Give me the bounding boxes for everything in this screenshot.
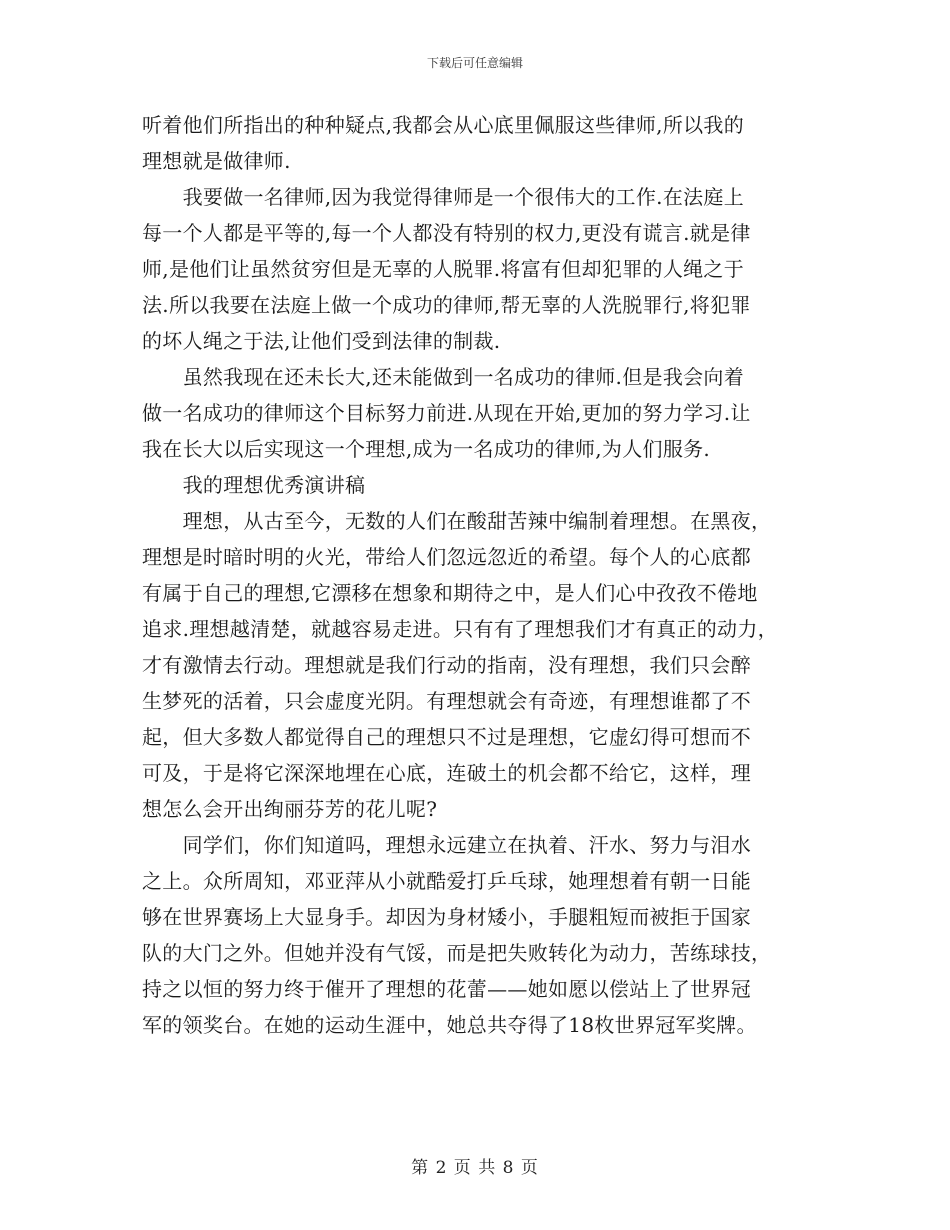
text-line: 之上。众所周知，邓亚萍从小就酷爱打乒乓球，她理想着有朝一日能 (142, 869, 751, 893)
text-line: 师,是他们让虽然贫穷但是无辜的人脱罪.将富有但却犯罪的人绳之于 (142, 257, 745, 281)
text-line: 虽然我现在还未长大,还未能做到一名成功的律师.但是我会向着 (142, 365, 745, 389)
text-line: 追求.理想越清楚，就越容易走进。只有有了理想我们才有真正的动力， (142, 617, 778, 641)
text-line: 才有激情去行动。理想就是我们行动的指南，没有理想，我们只会醉 (142, 653, 751, 677)
page-number: 第 2 页 共 8 页 (411, 1158, 539, 1178)
text-line: 的坏人绳之于法,让他们受到法律的制裁. (142, 329, 501, 353)
text-line: 同学们，你们知道吗，理想永远建立在执着、汗水、努力与泪水 (142, 833, 751, 857)
text-line: 法.所以我要在法庭上做一个成功的律师,帮无辜的人洗脱罪行,将犯罪 (142, 293, 751, 317)
text-line: 听着他们所指出的种种疑点,我都会从心底里佩服这些律师,所以我的 (142, 113, 745, 137)
text-line: 可及，于是将它深深地埋在心底，连破土的机会都不给它，这样，理 (142, 761, 751, 785)
text-line: 够在世界赛场上大显身手。却因为身材矮小，手腿粗短而被拒于国家 (142, 905, 751, 929)
text-line: 理想就是做律师. (142, 149, 291, 173)
text-line: 想怎么会开出绚丽芬芳的花儿呢? (142, 797, 438, 821)
page-header: 下载后可任意编辑 (426, 56, 523, 70)
text-line: 持之以恒的努力终于催开了理想的花蕾——她如愿以偿站上了世界冠 (142, 977, 751, 1001)
text-line: 我要做一名律师,因为我觉得律师是一个很伟大的工作.在法庭上 (142, 185, 745, 209)
text-line: 每一个人都是平等的,每一个人都没有特别的权力,更没有谎言.就是律 (142, 221, 751, 245)
text-line: 做一名成功的律师这个目标努力前进.从现在开始,更加的努力学习.让 (142, 401, 751, 425)
text-line: 队的大门之外。但她并没有气馁，而是把失败转化为动力，苦练球技， (142, 941, 772, 965)
section-heading: 我的理想优秀演讲稿 (142, 473, 366, 497)
text-line: 生梦死的活着，只会虚度光阴。有理想就会有奇迹，有理想谁都了不 (142, 689, 751, 713)
text-line: 理想是时暗时明的火光，带给人们忽远忽近的希望。每个人的心底都 (142, 545, 751, 569)
text-line: 理想，从古至今，无数的人们在酸甜苦辣中编制着理想。在黑夜， (142, 509, 772, 533)
document-body (142, 107, 812, 1043)
text-line: 有属于自己的理想,它漂移在想象和期待之中，是人们心中孜孜不倦地 (142, 581, 758, 605)
text-line: 起，但大多数人都觉得自己的理想只不过是理想，它虚幻得可想而不 (142, 725, 751, 749)
text-line: 军的领奖台。在她的运动生涯中，她总共夺得了18枚世界冠军奖牌。 (142, 1013, 757, 1037)
text-line: 我在长大以后实现这一个理想,成为一名成功的律师,为人们服务. (142, 437, 711, 461)
